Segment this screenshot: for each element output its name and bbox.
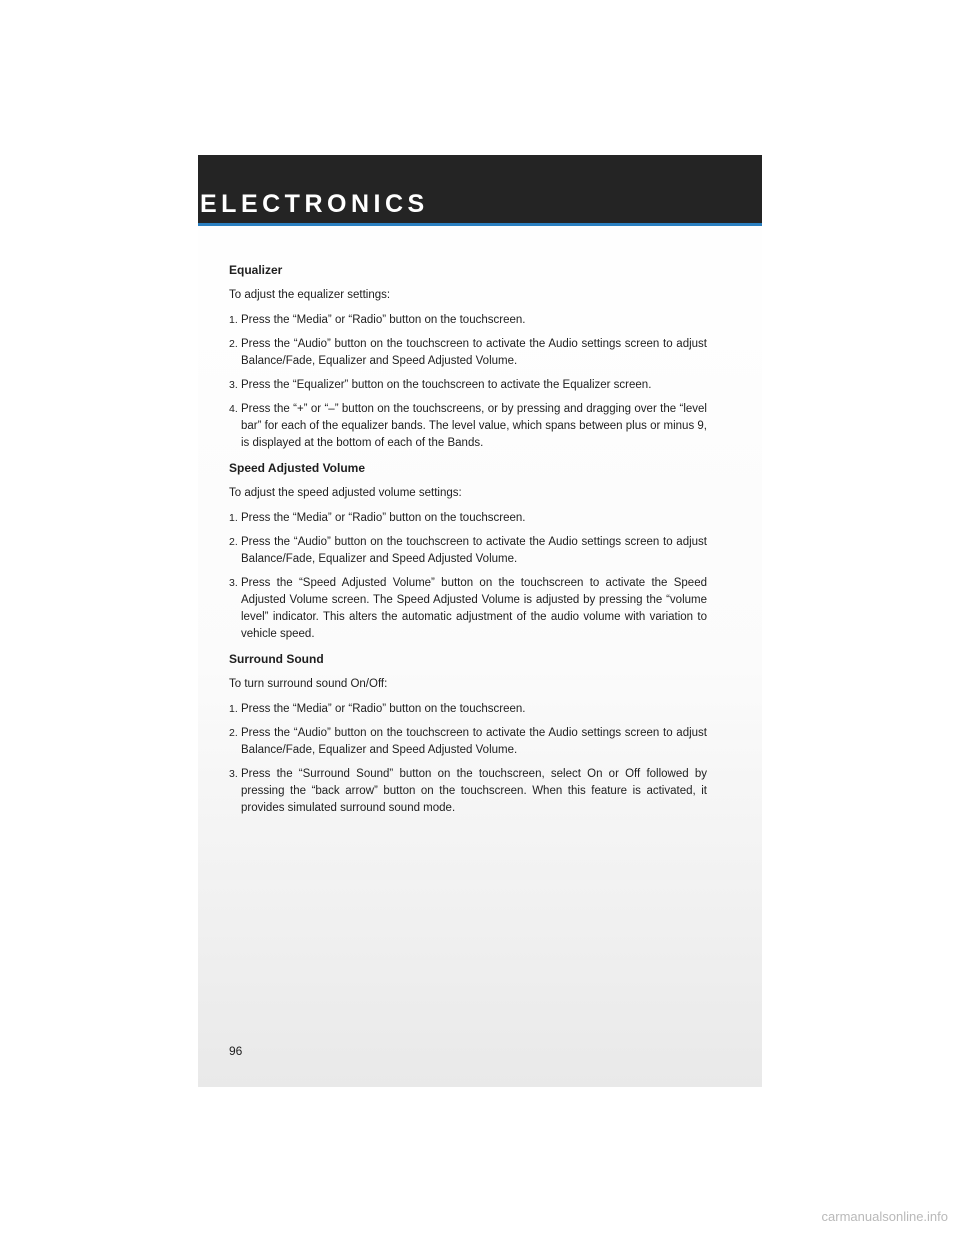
page-number: 96 xyxy=(229,1044,243,1058)
step-text: Press the “Media” or “Radio” button on the touchscreen. xyxy=(241,512,526,524)
list-item xyxy=(229,312,707,329)
list-item xyxy=(229,575,707,643)
step-text: Press the “Surround Sound” button on the touchscreen, select On or Off followed by pressing the “back arrow” button on the touchscreen. When this feature is activated, it provides simulated surround sound mode. xyxy=(241,768,707,814)
header-accent-line xyxy=(198,223,762,226)
step-text: Press the “Media” or “Radio” button on the touchscreen. xyxy=(241,703,526,715)
list-item xyxy=(229,401,707,452)
list-item xyxy=(229,725,707,759)
section-title: ELECTRONICS xyxy=(200,190,429,218)
step-number: 1. xyxy=(229,512,238,524)
watermark-text: carmanualsonline.info xyxy=(821,1209,948,1224)
step-text: Press the “Audio” button on the touchscreen to activate the Audio settings screen to adjust Balance/Fade, Equalizer and Speed Adjusted Volume. xyxy=(241,338,707,367)
speed-adjusted-volume-intro: To adjust the speed adjusted volume settings: xyxy=(229,487,462,499)
page-content xyxy=(229,262,707,825)
step-number: 3. xyxy=(229,577,238,589)
list-item xyxy=(229,701,707,718)
surround-sound-intro: To turn surround sound On/Off: xyxy=(229,678,388,690)
surround-sound-steps xyxy=(229,701,707,817)
step-text: Press the “Media” or “Radio” button on the touchscreen. xyxy=(241,314,526,326)
list-item xyxy=(229,336,707,370)
step-text: Press the “Audio” button on the touchscreen to activate the Audio settings screen to adjust Balance/Fade, Equalizer and Speed Adjusted Volume. xyxy=(241,536,707,565)
step-text: Press the “Equalizer” button on the touchscreen to activate the Equalizer screen. xyxy=(241,379,652,391)
list-item xyxy=(229,510,707,527)
list-item xyxy=(229,534,707,568)
step-number: 2. xyxy=(229,536,238,548)
surround-sound-heading: Surround Sound xyxy=(229,652,324,666)
equalizer-intro: To adjust the equalizer settings: xyxy=(229,289,391,301)
list-item xyxy=(229,377,707,394)
step-number: 4. xyxy=(229,403,238,415)
step-number: 1. xyxy=(229,314,238,326)
equalizer-steps xyxy=(229,312,707,452)
step-text: Press the “+” or “–” button on the touchscreens, or by pressing and dragging over the “level bar” for each of the equalizer bands. The level value, which spans between plus or minus 9, is displayed at the bottom of each of the Bands. xyxy=(241,403,707,449)
speed-adjusted-volume-steps xyxy=(229,510,707,643)
speed-adjusted-volume-heading: Speed Adjusted Volume xyxy=(229,461,366,475)
step-number: 2. xyxy=(229,727,238,739)
equalizer-heading: Equalizer xyxy=(229,263,283,277)
step-text: Press the “Audio” button on the touchscreen to activate the Audio settings screen to adjust Balance/Fade, Equalizer and Speed Adjusted Volume. xyxy=(241,727,707,756)
list-item xyxy=(229,766,707,817)
step-number: 1. xyxy=(229,703,238,715)
step-number: 2. xyxy=(229,338,238,350)
step-number: 3. xyxy=(229,379,238,391)
step-number: 3. xyxy=(229,768,238,780)
step-text: Press the “Speed Adjusted Volume” button on the touchscreen to activate the Speed Adjusted Volume screen. The Speed Adjusted Volume is adjusted by pressing the “volume level” indicator. This alters the automatic adjustment of the audio volume with variation to vehicle speed. xyxy=(241,577,707,640)
